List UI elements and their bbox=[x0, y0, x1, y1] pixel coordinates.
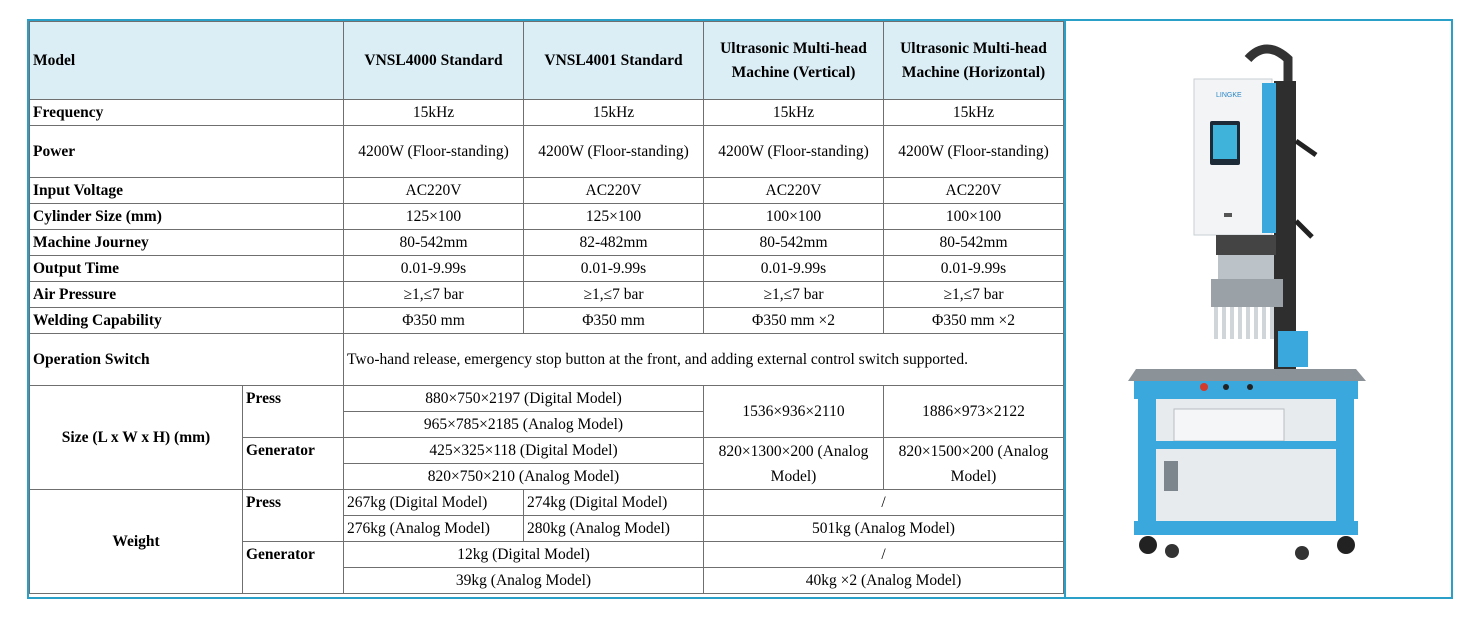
frequency-value: 15kHz bbox=[884, 100, 1064, 126]
frequency-label: Frequency bbox=[30, 100, 344, 126]
air-pressure-value: ≥1,≤7 bar bbox=[704, 282, 884, 308]
weight-press-digital-4001: 274kg (Digital Model) bbox=[524, 490, 704, 516]
cylinder-size-value: 125×100 bbox=[344, 204, 524, 230]
weight-press-digital-4000: 267kg (Digital Model) bbox=[344, 490, 524, 516]
machine-photo bbox=[1064, 21, 1451, 597]
weight-press-analog-4001: 280kg (Analog Model) bbox=[524, 516, 704, 542]
machine-journey-value: 82-482mm bbox=[524, 230, 704, 256]
size-press-vertical: 1536×936×2110 bbox=[704, 386, 884, 438]
welding-capability-row bbox=[30, 308, 1064, 334]
power-value: 4200W (Floor-standing) bbox=[524, 126, 704, 178]
caster-wheel bbox=[1295, 546, 1309, 560]
size-press-horizontal: 1886×973×2122 bbox=[884, 386, 1064, 438]
cabinet-left-leg bbox=[1138, 399, 1156, 529]
cylinder-size-value: 125×100 bbox=[524, 204, 704, 230]
weight-generator-label: Generator bbox=[243, 542, 344, 594]
power-value: 4200W (Floor-standing) bbox=[704, 126, 884, 178]
start-button-left bbox=[1223, 384, 1229, 390]
weight-press-analog-4000: 276kg (Analog Model) bbox=[344, 516, 524, 542]
frequency-value: 15kHz bbox=[344, 100, 524, 126]
welding-capability-value: Φ350 mm bbox=[344, 308, 524, 334]
model-vnsl4001: VNSL4001 Standard bbox=[524, 22, 704, 100]
caster-wheel bbox=[1165, 544, 1179, 558]
welding-capability-value: Φ350 mm ×2 bbox=[704, 308, 884, 334]
horn-block bbox=[1211, 279, 1283, 307]
cylinder-size-row bbox=[30, 204, 1064, 230]
weight-generator-digital-multi: / bbox=[704, 542, 1064, 568]
spec-table bbox=[29, 21, 1064, 594]
size-generator-digital: 425×325×118 (Digital Model) bbox=[344, 438, 704, 464]
output-time-value: 0.01-9.99s bbox=[704, 256, 884, 282]
cylinder-size-label: Cylinder Size (mm) bbox=[30, 204, 344, 230]
size-generator-vertical: 820×1300×200 (Analog Model) bbox=[704, 438, 884, 490]
worktable-top bbox=[1128, 369, 1366, 381]
cabinet-shelf bbox=[1156, 441, 1336, 449]
machine-journey-value: 80-542mm bbox=[704, 230, 884, 256]
size-press-analog: 965×785×2185 (Analog Model) bbox=[344, 412, 704, 438]
model-vnsl4000: VNSL4000 Standard bbox=[344, 22, 524, 100]
operation-switch-label: Operation Switch bbox=[30, 334, 344, 386]
model-multi-vertical: Ultrasonic Multi-head Machine (Vertical) bbox=[704, 22, 884, 100]
cabinet-base bbox=[1134, 521, 1358, 535]
weight-press-row-1 bbox=[30, 490, 1064, 516]
multi-head-horns bbox=[1216, 307, 1272, 339]
power-value: 4200W (Floor-standing) bbox=[884, 126, 1064, 178]
welding-capability-value: Φ350 mm ×2 bbox=[884, 308, 1064, 334]
air-filter-regulator bbox=[1164, 461, 1178, 491]
handle-upper bbox=[1296, 141, 1316, 155]
emergency-stop-button bbox=[1200, 383, 1208, 391]
cylinder-size-value: 100×100 bbox=[884, 204, 1064, 230]
size-label: Size (L x W x H) (mm) bbox=[30, 386, 243, 490]
air-pressure-value: ≥1,≤7 bar bbox=[884, 282, 1064, 308]
cylinder-size-value: 100×100 bbox=[704, 204, 884, 230]
weight-press-label: Press bbox=[243, 490, 344, 542]
weight-press-digital-multi: / bbox=[704, 490, 1064, 516]
start-button-right bbox=[1247, 384, 1253, 390]
operation-switch-value: Two-hand release, emergency stop button at the front, and adding external control switch supported. bbox=[344, 334, 1064, 386]
indicator bbox=[1224, 213, 1232, 217]
output-time-value: 0.01-9.99s bbox=[344, 256, 524, 282]
model-multi-horizontal: Ultrasonic Multi-head Machine (Horizontal) bbox=[884, 22, 1064, 100]
size-generator-analog: 820×750×210 (Analog Model) bbox=[344, 464, 704, 490]
machine-journey-row bbox=[30, 230, 1064, 256]
input-voltage-value: AC220V bbox=[524, 178, 704, 204]
ultrasonic-welder-illustration bbox=[1066, 21, 1451, 597]
frequency-value: 15kHz bbox=[524, 100, 704, 126]
screen-display bbox=[1213, 125, 1237, 159]
input-voltage-value: AC220V bbox=[344, 178, 524, 204]
generator-box bbox=[1174, 409, 1284, 441]
weight-generator-digital: 12kg (Digital Model) bbox=[344, 542, 704, 568]
machine-journey-value: 80-542mm bbox=[344, 230, 524, 256]
size-press-label: Press bbox=[243, 386, 344, 438]
worktable-front bbox=[1134, 381, 1358, 399]
operation-switch-row bbox=[30, 334, 1064, 386]
frequency-value: 15kHz bbox=[704, 100, 884, 126]
model-label: Model bbox=[30, 22, 344, 100]
output-time-value: 0.01-9.99s bbox=[524, 256, 704, 282]
frequency-row bbox=[30, 100, 1064, 126]
caster-wheel bbox=[1337, 536, 1355, 554]
size-generator-label: Generator bbox=[243, 438, 344, 490]
welding-capability-label: Welding Capability bbox=[30, 308, 344, 334]
welding-capability-value: Φ350 mm bbox=[524, 308, 704, 334]
power-value: 4200W (Floor-standing) bbox=[344, 126, 524, 178]
input-voltage-row bbox=[30, 178, 1064, 204]
input-voltage-label: Input Voltage bbox=[30, 178, 344, 204]
output-time-value: 0.01-9.99s bbox=[884, 256, 1064, 282]
air-pressure-value: ≥1,≤7 bar bbox=[524, 282, 704, 308]
output-time-row bbox=[30, 256, 1064, 282]
weight-generator-analog-multi: 40kg ×2 (Analog Model) bbox=[704, 568, 1064, 594]
caster-wheel bbox=[1139, 536, 1157, 554]
head-side-panel bbox=[1262, 83, 1276, 233]
size-generator-horizontal: 820×1500×200 (Analog Model) bbox=[884, 438, 1064, 490]
machine-journey-label: Machine Journey bbox=[30, 230, 344, 256]
air-pressure-label: Air Pressure bbox=[30, 282, 344, 308]
power-label: Power bbox=[30, 126, 344, 178]
cabinet-right-leg bbox=[1336, 399, 1354, 529]
size-press-row-1 bbox=[30, 386, 1064, 412]
weight-generator-analog: 39kg (Analog Model) bbox=[344, 568, 704, 594]
handle-lower bbox=[1296, 221, 1312, 237]
air-pressure-value: ≥1,≤7 bar bbox=[344, 282, 524, 308]
input-voltage-value: AC220V bbox=[704, 178, 884, 204]
weight-label: Weight bbox=[30, 490, 243, 594]
size-press-digital: 880×750×2197 (Digital Model) bbox=[344, 386, 704, 412]
air-pressure-row bbox=[30, 282, 1064, 308]
input-voltage-value: AC220V bbox=[884, 178, 1064, 204]
header-row bbox=[30, 22, 1064, 100]
transducer-stack bbox=[1218, 255, 1274, 279]
brand-logo: LINGKE bbox=[1216, 92, 1242, 99]
transducer-top bbox=[1216, 235, 1276, 255]
power-row bbox=[30, 126, 1064, 178]
base-column-block bbox=[1278, 331, 1308, 367]
output-time-label: Output Time bbox=[30, 256, 344, 282]
weight-press-analog-multi: 501kg (Analog Model) bbox=[704, 516, 1064, 542]
machine-journey-value: 80-542mm bbox=[884, 230, 1064, 256]
